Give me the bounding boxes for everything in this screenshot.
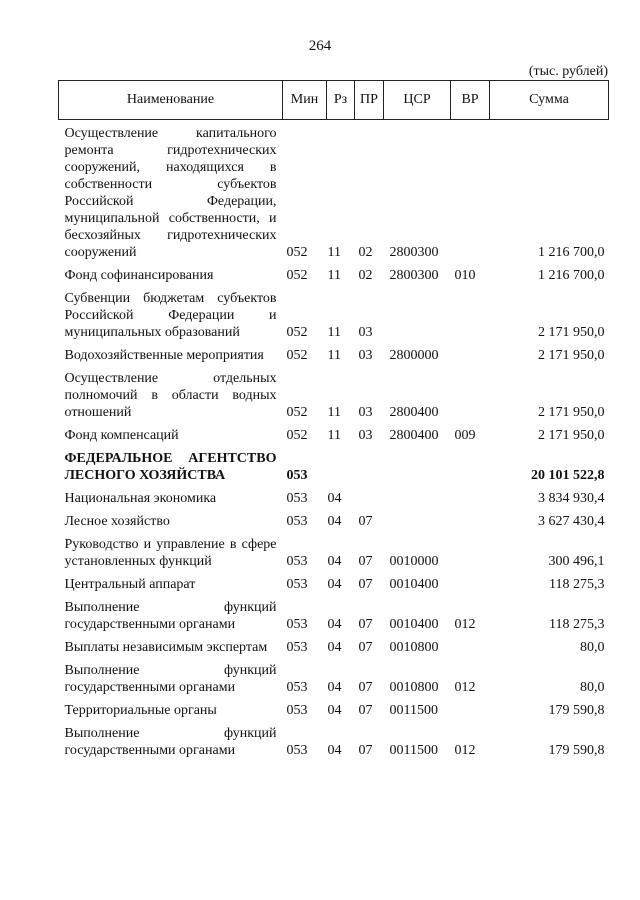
cell-vr: 012 bbox=[454, 617, 476, 632]
cell-pr: 03 bbox=[358, 405, 373, 420]
cell-min: 053 bbox=[286, 640, 308, 655]
cell-csr: 0010800 bbox=[389, 640, 439, 655]
cell-sum: 20 101 522,8 bbox=[531, 468, 605, 483]
cell-vr bbox=[451, 365, 490, 422]
cell-min: 053 bbox=[286, 554, 308, 569]
table-row bbox=[59, 720, 609, 760]
cell-pr: 03 bbox=[358, 348, 373, 363]
cell-vr bbox=[451, 342, 490, 365]
header-sum: Сумма bbox=[490, 81, 609, 120]
cell-min: 053 bbox=[286, 703, 308, 718]
cell-min: 052 bbox=[286, 428, 308, 443]
budget-table bbox=[58, 80, 609, 760]
cell-csr: 0011500 bbox=[389, 743, 438, 758]
cell-sum: 2 171 950,0 bbox=[538, 405, 605, 420]
cell-vr bbox=[451, 634, 490, 657]
cell-vr bbox=[451, 508, 490, 531]
cell-sum: 2 171 950,0 bbox=[538, 428, 605, 443]
cell-csr: 2800000 bbox=[389, 348, 439, 363]
cell-csr: 0010400 bbox=[389, 577, 439, 592]
cell-vr bbox=[451, 571, 490, 594]
table-row bbox=[59, 342, 609, 365]
table-row bbox=[59, 508, 609, 531]
table-row bbox=[59, 285, 609, 342]
cell-name: Фонд софинансирования bbox=[64, 268, 214, 283]
cell-vr bbox=[451, 485, 490, 508]
cell-csr bbox=[384, 285, 451, 342]
cell-rz: 11 bbox=[327, 325, 341, 340]
cell-sum: 3 627 430,4 bbox=[538, 514, 605, 529]
cell-name: Осуществление отдельных полномочий в области водных отношений bbox=[64, 371, 277, 420]
cell-min: 053 bbox=[286, 514, 308, 529]
table-body bbox=[59, 120, 609, 761]
cell-name: Лесное хозяйство bbox=[64, 514, 170, 529]
cell-pr bbox=[355, 485, 384, 508]
table-row bbox=[59, 422, 609, 445]
cell-pr: 07 bbox=[358, 514, 373, 529]
cell-sum: 80,0 bbox=[580, 640, 605, 655]
cell-sum: 179 590,8 bbox=[548, 743, 605, 758]
cell-vr: 009 bbox=[454, 428, 476, 443]
table-row bbox=[59, 571, 609, 594]
cell-min: 053 bbox=[286, 491, 308, 506]
unit-note: (тыс. рублей) bbox=[528, 64, 608, 79]
header-min: Мин bbox=[283, 81, 327, 120]
header-rz: Рз bbox=[327, 81, 355, 120]
cell-rz bbox=[327, 445, 355, 485]
cell-sum: 179 590,8 bbox=[548, 703, 605, 718]
cell-min: 053 bbox=[286, 680, 308, 695]
cell-rz: 04 bbox=[327, 640, 342, 655]
cell-min: 053 bbox=[286, 468, 308, 483]
cell-rz: 11 bbox=[327, 428, 341, 443]
cell-min: 052 bbox=[286, 245, 308, 260]
cell-rz: 04 bbox=[327, 680, 342, 695]
cell-vr: 012 bbox=[454, 680, 476, 695]
cell-name: Фонд компенсаций bbox=[64, 428, 179, 443]
cell-sum: 80,0 bbox=[580, 680, 605, 695]
cell-vr: 010 bbox=[454, 268, 476, 283]
cell-vr bbox=[451, 697, 490, 720]
cell-rz: 04 bbox=[327, 743, 342, 758]
cell-name: Руководство и управление в сфере установленных функций bbox=[64, 537, 277, 569]
cell-name: Выполнение функций государственными органами bbox=[64, 726, 277, 758]
cell-sum: 3 834 930,4 bbox=[538, 491, 605, 506]
header-csr: ЦСР bbox=[384, 81, 451, 120]
cell-pr: 07 bbox=[358, 554, 373, 569]
cell-sum: 1 216 700,0 bbox=[538, 245, 605, 260]
cell-rz: 11 bbox=[327, 245, 341, 260]
cell-name: ФЕДЕРАЛЬНОЕ АГЕНТСТВО ЛЕСНОГО ХОЗЯЙСТВА bbox=[64, 451, 277, 483]
cell-vr: 012 bbox=[454, 743, 476, 758]
cell-vr bbox=[451, 285, 490, 342]
cell-min: 053 bbox=[286, 617, 308, 632]
cell-rz: 11 bbox=[327, 268, 341, 283]
cell-rz: 04 bbox=[327, 617, 342, 632]
table-row bbox=[59, 485, 609, 508]
cell-name: Осуществление капитального ремонта гидротехнических сооружений, находящихся в собственности субъектов Российской Федерации, муниципальной собственности, и бесхозяйных гидротехнических сооружений bbox=[64, 126, 277, 260]
page-number: 264 bbox=[308, 38, 332, 54]
cell-csr: 0010800 bbox=[389, 680, 439, 695]
cell-vr bbox=[451, 445, 490, 485]
cell-min: 053 bbox=[286, 743, 308, 758]
cell-pr: 03 bbox=[358, 428, 373, 443]
cell-csr: 2800400 bbox=[389, 405, 439, 420]
cell-min: 052 bbox=[286, 325, 308, 340]
cell-csr: 0010400 bbox=[389, 617, 439, 632]
cell-rz: 04 bbox=[327, 491, 342, 506]
cell-name: Водохозяйственные мероприятия bbox=[64, 348, 264, 363]
cell-vr bbox=[451, 120, 490, 263]
cell-min: 053 bbox=[286, 577, 308, 592]
cell-pr: 07 bbox=[358, 640, 373, 655]
table-row bbox=[59, 531, 609, 571]
table-row bbox=[59, 365, 609, 422]
table-row bbox=[59, 634, 609, 657]
cell-pr: 07 bbox=[358, 577, 373, 592]
table-header-row bbox=[59, 81, 609, 120]
table-row bbox=[59, 262, 609, 285]
cell-pr: 02 bbox=[358, 245, 373, 260]
cell-rz: 04 bbox=[327, 554, 342, 569]
table-row bbox=[59, 697, 609, 720]
cell-name: Национальная экономика bbox=[64, 491, 217, 506]
cell-rz: 04 bbox=[327, 703, 342, 718]
cell-sum: 300 496,1 bbox=[548, 554, 605, 569]
cell-sum: 1 216 700,0 bbox=[538, 268, 605, 283]
header-name: Наименование bbox=[59, 81, 283, 120]
cell-min: 052 bbox=[286, 268, 308, 283]
cell-pr: 07 bbox=[358, 703, 373, 718]
cell-name: Выплаты независимым экспертам bbox=[64, 640, 268, 655]
cell-sum: 2 171 950,0 bbox=[538, 325, 605, 340]
cell-name: Субвенции бюджетам субъектов Российской Федерации и муниципальных образований bbox=[64, 291, 277, 340]
cell-name: Выполнение функций государственными органами bbox=[64, 663, 277, 695]
cell-rz: 04 bbox=[327, 577, 342, 592]
cell-min: 052 bbox=[286, 348, 308, 363]
cell-min: 052 bbox=[286, 405, 308, 420]
cell-sum: 118 275,3 bbox=[549, 577, 605, 592]
table-row bbox=[59, 445, 609, 485]
cell-csr: 2800400 bbox=[389, 428, 439, 443]
cell-pr bbox=[355, 445, 384, 485]
cell-sum: 118 275,3 bbox=[549, 617, 605, 632]
cell-name: Территориальные органы bbox=[64, 703, 217, 718]
cell-rz: 04 bbox=[327, 514, 342, 529]
cell-csr bbox=[384, 508, 451, 531]
header-pr: ПР bbox=[355, 81, 384, 120]
cell-csr: 2800300 bbox=[389, 268, 439, 283]
cell-sum: 2 171 950,0 bbox=[538, 348, 605, 363]
cell-pr: 07 bbox=[358, 743, 373, 758]
table-row bbox=[59, 594, 609, 634]
cell-csr bbox=[384, 445, 451, 485]
cell-pr: 03 bbox=[358, 325, 373, 340]
cell-csr bbox=[384, 485, 451, 508]
cell-rz: 11 bbox=[327, 348, 341, 363]
table-row bbox=[59, 120, 609, 263]
cell-csr: 0010000 bbox=[389, 554, 439, 569]
cell-rz: 11 bbox=[327, 405, 341, 420]
cell-name: Центральный аппарат bbox=[64, 577, 196, 592]
cell-vr bbox=[451, 531, 490, 571]
cell-csr: 2800300 bbox=[389, 245, 439, 260]
cell-pr: 07 bbox=[358, 680, 373, 695]
cell-pr: 02 bbox=[358, 268, 373, 283]
cell-csr: 0011500 bbox=[389, 703, 438, 718]
table-row bbox=[59, 657, 609, 697]
cell-name: Выполнение функций государственными органами bbox=[64, 600, 277, 632]
header-vr: ВР bbox=[451, 81, 490, 120]
cell-pr: 07 bbox=[358, 617, 373, 632]
